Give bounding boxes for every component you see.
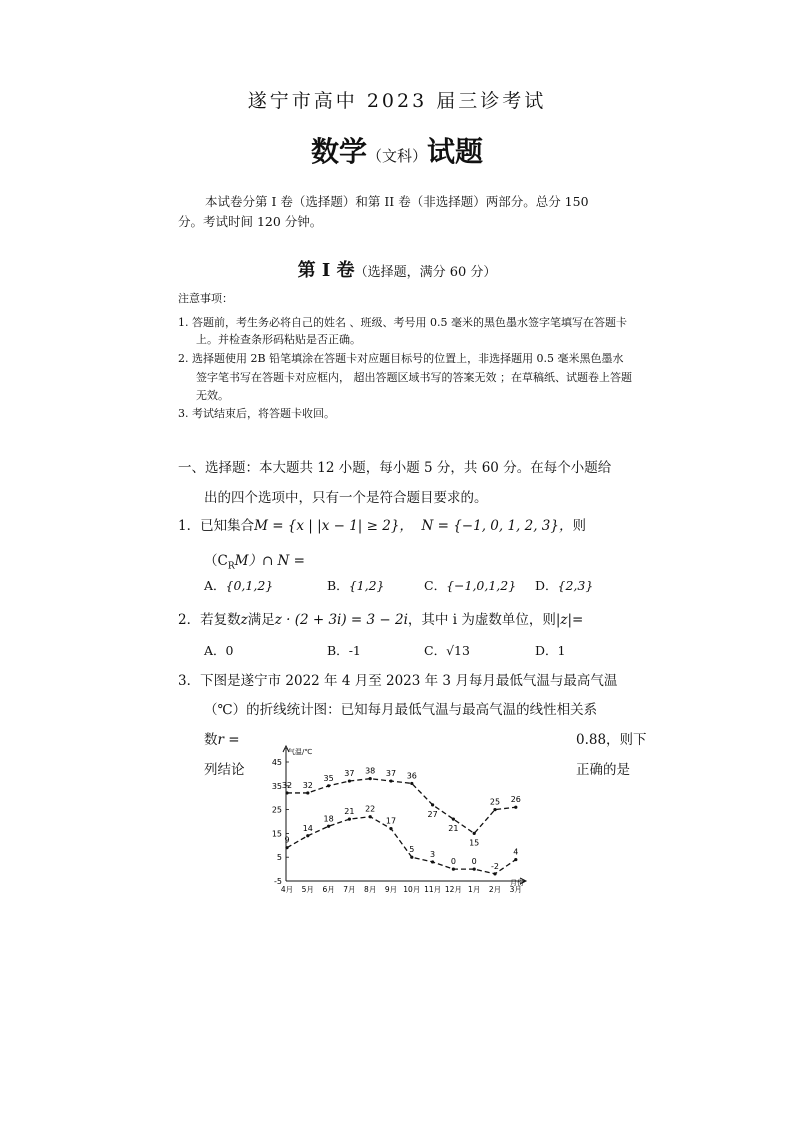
question-3-line-3a bbox=[204, 729, 240, 751]
part1-line-2: 出的四个选项中，只有一个是符合题目要求的。 bbox=[204, 490, 488, 506]
question-1-expression bbox=[204, 550, 305, 578]
set-m: M = {x | |x − 1| ≥ 2}， bbox=[254, 518, 413, 534]
y-tick-label: 45 bbox=[271, 758, 282, 767]
high-point bbox=[389, 779, 392, 782]
high-data-label: 36 bbox=[406, 771, 417, 781]
y-tick-label: 35 bbox=[271, 781, 282, 791]
exam-title: 遂宁市高中 2023 届三诊考试 bbox=[247, 90, 547, 112]
high-data-label: 21 bbox=[448, 824, 459, 834]
high-data-label: 37 bbox=[344, 769, 355, 779]
note-line: 签字笔书写在答题卡对应框内， 超出答题区域书写的答案无效 ；在草稿纸、试题卷上答题 bbox=[196, 371, 632, 384]
high-point bbox=[410, 782, 413, 785]
notes-heading: 注意事项： bbox=[178, 292, 233, 305]
low-data-label: 18 bbox=[323, 814, 334, 824]
question-2-text-c: ，其中 i 为虚数单位，则 bbox=[407, 612, 556, 628]
temperature-chart bbox=[258, 744, 538, 896]
y-tick-label: 5 bbox=[276, 853, 282, 863]
option-text: -1 bbox=[348, 643, 361, 658]
option-label: B． bbox=[327, 643, 349, 658]
note-line: 无效。 bbox=[196, 389, 229, 402]
y-tick-label: 15 bbox=[271, 829, 282, 839]
question-2-stem bbox=[178, 609, 583, 631]
question-2-text-a: 若复数 bbox=[200, 612, 241, 628]
question-3-line-4b: 正确的是 bbox=[576, 762, 630, 778]
high-point bbox=[306, 791, 309, 794]
low-point bbox=[514, 858, 517, 861]
option-label: D． bbox=[535, 643, 558, 658]
intro-line-1: 本试卷分第 I 卷（选择题）和第 II 卷（非选择题）两部分。总分 150 bbox=[205, 194, 589, 209]
high-point bbox=[285, 791, 288, 794]
x-tick-label: 5月 bbox=[301, 885, 314, 894]
series-high-line bbox=[287, 779, 516, 834]
note-line: 1. 答题前，考生务必将自己的姓名 、班级、考号用 0.5 毫米的黑色墨水签字笔填写在答题卡 bbox=[178, 316, 627, 329]
q3-text: 数 bbox=[204, 732, 218, 748]
subject-title bbox=[0, 130, 794, 170]
option-label: A． bbox=[204, 643, 226, 658]
low-data-label: 4 bbox=[513, 847, 519, 857]
subject-sub: （文科） bbox=[366, 147, 427, 165]
set-n: N = {−1, 0, 1, 2, 3}， bbox=[421, 518, 573, 534]
q2-option-d[interactable] bbox=[535, 641, 565, 659]
low-point bbox=[493, 872, 496, 875]
high-data-label: 32 bbox=[281, 780, 293, 790]
x-axis-label: 月份 bbox=[510, 879, 524, 887]
y-axis-label: 气温/℃ bbox=[288, 748, 313, 756]
x-tick-label: 3月 bbox=[509, 885, 522, 894]
low-data-label: -2 bbox=[491, 861, 499, 871]
subject-suffix: 试题 bbox=[427, 135, 484, 168]
high-point bbox=[493, 808, 496, 811]
high-data-label: 26 bbox=[510, 795, 521, 805]
high-point bbox=[348, 779, 351, 782]
abs-z: |z| bbox=[555, 612, 573, 628]
q1-option-c[interactable] bbox=[424, 576, 516, 594]
question-3-line-1 bbox=[178, 670, 617, 692]
high-point bbox=[514, 806, 517, 809]
q2-option-c[interactable] bbox=[424, 641, 470, 659]
subject-main: 数学 bbox=[310, 135, 367, 168]
r-symbol: r = bbox=[217, 732, 240, 748]
question-3-line-2: （℃）的折线统计图：已知每月最低气温与最高气温的线性相关系 bbox=[204, 702, 598, 718]
low-point bbox=[285, 846, 288, 849]
high-data-label: 15 bbox=[469, 838, 480, 848]
high-point bbox=[327, 784, 330, 787]
x-tick-label: 4月 bbox=[280, 885, 294, 894]
option-text: √13 bbox=[446, 643, 470, 658]
q2-option-a[interactable] bbox=[204, 641, 233, 659]
high-data-label: 27 bbox=[427, 809, 438, 819]
x-tick-label: 11月 bbox=[424, 885, 442, 894]
low-data-label: 14 bbox=[302, 823, 313, 833]
section-1-title bbox=[0, 256, 794, 282]
x-tick-label: 9月 bbox=[384, 885, 398, 894]
low-point bbox=[473, 868, 476, 871]
var-z: z bbox=[240, 612, 248, 628]
option-label: B． bbox=[327, 578, 349, 593]
low-point bbox=[410, 856, 413, 859]
high-point bbox=[452, 818, 455, 821]
option-text: {1,2} bbox=[348, 578, 385, 593]
low-point bbox=[389, 827, 392, 830]
high-data-label: 35 bbox=[323, 773, 334, 783]
note-line: 3. 考试结束后，将答题卡收回。 bbox=[178, 407, 335, 420]
question-1-number: 1． bbox=[178, 518, 201, 534]
x-tick-label: 2月 bbox=[488, 885, 502, 894]
q1-option-d[interactable] bbox=[535, 576, 593, 594]
option-label: C． bbox=[424, 643, 447, 658]
low-data-label: 5 bbox=[409, 845, 415, 855]
question-3-line-4a: 列结论 bbox=[204, 762, 245, 778]
option-text: 1 bbox=[557, 643, 566, 658]
note-line: 2. 选择题使用 2B 铅笔填涂在答题卡对应题目标号的位置上，非选择题用 0.5 毫米黑色墨水 bbox=[178, 352, 624, 365]
question-1-stem bbox=[178, 515, 586, 537]
equals: = bbox=[572, 612, 584, 628]
q1-option-b[interactable] bbox=[327, 576, 384, 594]
expr-open: （C bbox=[204, 553, 228, 569]
low-data-label: 21 bbox=[344, 807, 355, 817]
y-tick-label: 25 bbox=[271, 805, 282, 815]
question-3-text: 下图是遂宁市 2022 年 4 月至 2023 年 3 月每月最低气温与最高气温 bbox=[200, 673, 618, 689]
option-label: D． bbox=[535, 578, 558, 593]
question-3-number: 3． bbox=[178, 673, 201, 689]
low-data-label: 0 bbox=[450, 857, 456, 867]
section-1-label: 第 Ⅰ 卷 bbox=[297, 260, 355, 281]
high-data-label: 38 bbox=[365, 766, 376, 776]
high-data-label: 32 bbox=[302, 780, 313, 790]
low-data-label: 0 bbox=[471, 857, 477, 867]
high-point bbox=[369, 777, 372, 780]
question-1-text: 已知集合 bbox=[200, 518, 255, 534]
option-text: {−1,0,1,2} bbox=[446, 578, 517, 593]
x-tick-label: 1月 bbox=[468, 885, 481, 894]
section-1-subtitle: （选择题，满分 60 分） bbox=[354, 265, 497, 280]
low-data-label: 22 bbox=[365, 804, 376, 814]
x-tick-label: 7月 bbox=[343, 885, 356, 894]
high-point bbox=[473, 832, 476, 835]
low-point bbox=[306, 834, 309, 837]
q1-option-a[interactable] bbox=[204, 576, 273, 594]
option-label: A． bbox=[204, 578, 226, 593]
part1-line-1: 一、选择题：本大题共 12 小题，每小题 5 分，共 60 分。在每个小题给 bbox=[178, 460, 612, 476]
x-tick-label: 10月 bbox=[403, 885, 421, 894]
question-2-number: 2． bbox=[178, 612, 201, 628]
low-data-label: 17 bbox=[385, 816, 397, 826]
question-1-then: 则 bbox=[572, 518, 586, 534]
x-tick-label: 8月 bbox=[364, 885, 377, 894]
low-data-label: 9 bbox=[284, 835, 290, 845]
option-label: C． bbox=[424, 578, 447, 593]
low-point bbox=[452, 868, 455, 871]
x-tick-label: 6月 bbox=[322, 885, 335, 894]
low-point bbox=[369, 815, 372, 818]
low-point bbox=[327, 825, 330, 828]
option-text: {2,3} bbox=[557, 578, 594, 593]
option-text: {0,1,2} bbox=[225, 578, 274, 593]
question-2-text-b: 满足 bbox=[247, 612, 275, 628]
low-data-label: 3 bbox=[430, 849, 436, 859]
option-text: 0 bbox=[225, 643, 234, 658]
y-tick-label: -5 bbox=[274, 877, 282, 886]
expr-sub: R bbox=[227, 561, 235, 572]
high-point bbox=[431, 803, 434, 806]
low-point bbox=[431, 860, 434, 863]
intro-line-2: 分。考试时间 120 分钟。 bbox=[178, 214, 323, 229]
question-3-line-3c: 0.88，则下 bbox=[576, 732, 647, 748]
x-tick-label: 12月 bbox=[444, 885, 462, 894]
high-data-label: 25 bbox=[489, 797, 501, 807]
q2-option-b[interactable] bbox=[327, 641, 361, 659]
high-data-label: 37 bbox=[385, 769, 397, 779]
low-point bbox=[348, 818, 351, 821]
equation: z · (2 + 3i) = 3 − 2i bbox=[274, 612, 408, 628]
note-line: 上。并检查条形码粘贴是否正确。 bbox=[196, 333, 361, 346]
expr-rest: M）∩ N = bbox=[234, 553, 305, 569]
